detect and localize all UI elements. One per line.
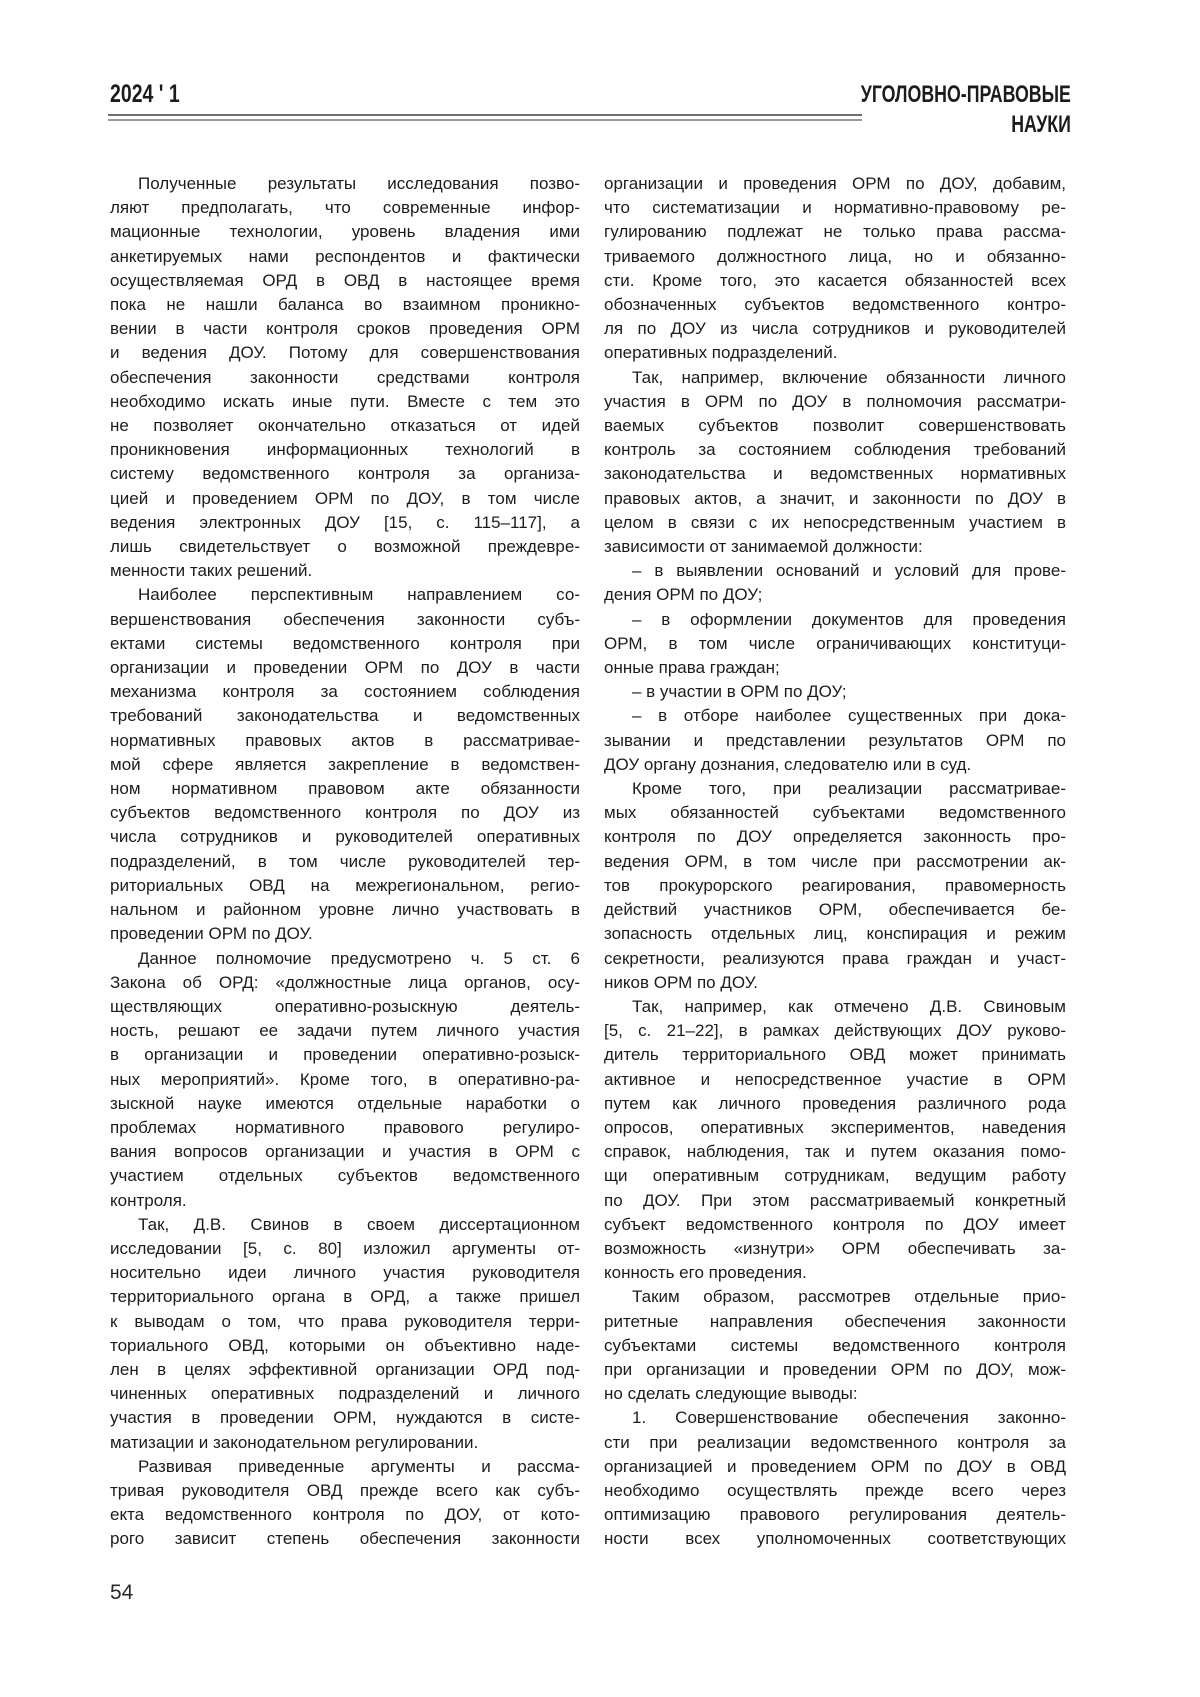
text-line: правовых актов, а значит, и законности по ДОУ в <box>604 488 1066 508</box>
text-line: Так, Д.В. Свинов в своем диссертационном <box>138 1214 580 1234</box>
text-line: что систематизации и нормативно-правовому ре- <box>604 198 1066 218</box>
text-line: дитель территориального ОВД может принимать <box>604 1045 1066 1065</box>
text-line: требований законодательства и ведомственных <box>110 706 580 726</box>
text-line: законодательства и ведомственных нормативных <box>604 464 1066 484</box>
text-line: в организации и проведении оперативно-розыск- <box>110 1045 580 1065</box>
running-head-section <box>861 80 1071 140</box>
text-line: пока не нашли баланса во взаимном проникно- <box>110 295 580 315</box>
text-line: субъект ведомственного контроля по ДОУ имеет <box>604 1214 1066 1234</box>
text-line: территориального органа в ОРД, а также пришел <box>110 1287 580 1307</box>
text-line: проблемах нормативного правового регулиро- <box>110 1117 580 1137</box>
text-line: участия в проведении ОРМ, нуждаются в систе- <box>110 1408 580 1428</box>
text-line: целом в связи с их непосредственным участием в <box>604 512 1066 532</box>
text-line: зыскной науке имеются отдельные наработки о <box>110 1093 580 1113</box>
article-body <box>110 172 1066 1552</box>
text-line: ных мероприятий». Кроме того, в оперативно-ра- <box>110 1069 580 1089</box>
text-line: исследовании [5, с. 80] изложил аргументы от- <box>110 1238 580 1258</box>
text-line: лишь свидетельствует о возможной преждевре- <box>110 537 580 557</box>
text-line: 1. Совершенствование обеспечения законно- <box>632 1408 1066 1428</box>
text-line: зависимости от занимаемой должности: <box>604 537 923 557</box>
text-line: гулированию подлежат не только права рассма- <box>604 222 1066 242</box>
text-line: вершенствования обеспечения законности субъ- <box>110 609 580 629</box>
text-line: необходимо осуществлять прежде всего через <box>604 1480 1066 1500</box>
paragraph <box>604 559 1066 607</box>
text-line: секретности, реализуются права граждан и участ- <box>604 948 1066 968</box>
text-line: Полученные результаты исследования позво- <box>138 174 580 193</box>
text-line: тривая руководителя ОВД прежде всего как субъ- <box>110 1480 580 1500</box>
paragraph <box>604 680 1066 704</box>
text-line: оперативных подразделений. <box>604 343 838 363</box>
text-line: вении в части контроля сроков проведения ОРМ <box>110 319 580 339</box>
text-line: мационные технологии, уровень владения ими <box>110 222 580 242</box>
paragraph <box>604 1406 1066 1551</box>
text-line: тов прокурорского реагирования, правомерность <box>604 875 1066 895</box>
text-line: и ведения ДОУ. Потому для совершенствования <box>110 343 580 363</box>
paragraph <box>604 366 1066 560</box>
article-column-left <box>110 172 580 1552</box>
text-line: ников ОРМ по ДОУ. <box>604 972 758 992</box>
text-line: конность его проведения. <box>604 1263 807 1283</box>
text-line: цией и проведением ОРМ по ДОУ, в том числе <box>110 488 580 508</box>
text-line: организацией и проведением ОРМ по ДОУ в ОВД <box>604 1456 1066 1476</box>
page-number: 54 <box>110 1581 134 1604</box>
text-line: Развивая приведенные аргументы и рассма- <box>138 1456 580 1476</box>
text-line: мой сфере является закрепление в ведомствен- <box>110 754 580 774</box>
text-line: – в оформлении документов для проведения <box>632 609 1066 629</box>
text-line: ДОУ органу дознания, следователю или в суд. <box>604 754 972 774</box>
text-line: [5, с. 21–22], в рамках действующих ДОУ руково- <box>604 1021 1066 1041</box>
text-line: ля по ДОУ из числа сотрудников и руководителей <box>604 319 1066 339</box>
text-line: ваемых субъектов позволит совершенствовать <box>604 416 1066 436</box>
text-line: необходимо искать иные пути. Вместе с тем это <box>110 391 580 411</box>
text-line: матизации и законодательном регулировании. <box>110 1432 479 1452</box>
text-line: контроль за состоянием соблюдения требований <box>604 440 1066 460</box>
section-title-line2: НАУКИ <box>1011 111 1071 138</box>
running-head-issue: 2024 ' 1 <box>110 80 180 108</box>
text-line: вания вопросов организации и участия в ОРМ с <box>110 1142 580 1162</box>
text-line: риториальных ОВД на межрегиональном, регио- <box>110 875 580 895</box>
text-line: участием отдельных субъектов ведомственного <box>110 1166 580 1186</box>
section-title-line1: УГОЛОВНО-ПРАВОВЫЕ <box>860 81 1071 108</box>
text-line: Закона об ОРД: «должностные лица органов, осу- <box>110 972 580 992</box>
paragraph <box>110 583 580 946</box>
text-line: – в отборе наиболее существенных при дока- <box>632 706 1066 726</box>
text-line: оптимизацию правового регулирования деятель- <box>604 1505 1066 1525</box>
text-line: рого зависит степень обеспечения законности <box>110 1529 580 1549</box>
paragraph <box>604 608 1066 681</box>
text-line: опросов, оперативных экспериментов, наведения <box>604 1117 1066 1137</box>
text-line: обозначенных субъектов ведомственного контро- <box>604 295 1066 315</box>
text-line: менности таких решений. <box>110 561 313 581</box>
text-line: справок, наблюдения, так и путем оказания помо- <box>604 1142 1066 1162</box>
text-line: организации и проведении ОРМ по ДОУ в части <box>110 658 580 678</box>
text-line: екта ведомственного контроля по ДОУ, от кото- <box>110 1505 580 1525</box>
text-line: – в участии в ОРМ по ДОУ; <box>632 682 847 702</box>
article-column-right <box>604 172 1066 1552</box>
paragraph <box>110 1213 580 1455</box>
text-line: к выводам о том, что права руководителя терри- <box>110 1311 580 1331</box>
text-line: дения ОРМ по ДОУ; <box>604 585 763 605</box>
text-line: щи оперативным сотрудникам, ведущим работу <box>604 1166 1066 1186</box>
text-line: ритетные направления обеспечения законности <box>604 1311 1066 1331</box>
text-line: чиненных оперативных подразделений и личного <box>110 1384 580 1404</box>
paragraph <box>110 172 580 583</box>
text-line: ности всех уполномоченных соответствующих <box>604 1529 1066 1549</box>
running-head-rule <box>108 114 862 121</box>
text-line: путем как личного проведения различного рода <box>604 1093 1066 1113</box>
text-line: ществляющих оперативно-розыскную деятель- <box>110 996 580 1016</box>
text-line: лен в целях эффективной организации ОРД под- <box>110 1359 580 1379</box>
paragraph <box>604 995 1066 1285</box>
text-line: ляют предполагать, что современные инфор- <box>110 198 580 218</box>
text-line: анкетируемых нами респондентов и фактически <box>110 246 580 266</box>
text-line: проникновения информационных технологий в <box>110 440 580 460</box>
paragraph <box>604 172 1066 366</box>
text-line: при организации и проведении ОРМ по ДОУ, мож- <box>604 1359 1066 1379</box>
text-line: ториального ОВД, которыми он объективно наде- <box>110 1335 580 1355</box>
text-line: мых обязанностей субъектами ведомственного <box>604 803 1066 823</box>
text-line: организации и проведения ОРМ по ДОУ, добавим, <box>604 174 1066 193</box>
text-line: систему ведомственного контроля за организа- <box>110 464 580 484</box>
text-line: активное и непосредственное участие в ОРМ <box>604 1069 1066 1089</box>
text-line: контроля. <box>110 1190 187 1210</box>
text-line: Кроме того, при реализации рассматривае- <box>632 779 1066 799</box>
text-line: субъектами системы ведомственного контроля <box>604 1335 1066 1355</box>
text-line: осуществляемая ОРД в ОВД в настоящее время <box>110 270 580 290</box>
text-line: но сделать следующие выводы: <box>604 1384 858 1404</box>
text-line: участия в ОРМ по ДОУ в полномочия рассматри- <box>604 391 1066 411</box>
text-line: ном нормативном правовом акте обязанности <box>110 779 580 799</box>
text-line: подразделений, в том числе руководителей тер- <box>110 851 580 871</box>
text-line: механизма контроля за состоянием соблюдения <box>110 682 580 702</box>
text-line: Наиболее перспективным направлением со- <box>138 585 580 605</box>
text-line: носительно идеи личного участия руководителя <box>110 1263 580 1283</box>
text-line: ность, решают ее задачи путем личного участия <box>110 1021 580 1041</box>
text-line: триваемого должностного лица, но и обязанно- <box>604 246 1066 266</box>
text-line: Данное полномочие предусмотрено ч. 5 ст. 6 <box>138 948 580 968</box>
text-line: нормативных правовых актов в рассматривае- <box>110 730 580 750</box>
text-line: не позволяет окончательно отказаться от идей <box>110 416 580 436</box>
text-line: ОРМ, в том числе ограничивающих конституци- <box>604 633 1066 653</box>
text-line: ведения электронных ДОУ [15, с. 115–117], а <box>110 512 580 532</box>
text-line: Таким образом, рассмотрев отдельные прио- <box>632 1287 1066 1307</box>
text-line: числа сотрудников и руководителей оперативных <box>110 827 580 847</box>
text-line: зывании и представлении результатов ОРМ по <box>604 730 1066 750</box>
text-line: ектами системы ведомственного контроля при <box>110 633 580 653</box>
text-line: Так, например, как отмечено Д.В. Свиновым <box>632 996 1066 1016</box>
paragraph <box>604 704 1066 777</box>
text-line: по ДОУ. При этом рассматриваемый конкретный <box>604 1190 1066 1210</box>
text-line: ведения ОРМ, в том числе при рассмотрении ак- <box>604 851 1066 871</box>
text-line: обеспечения законности средствами контроля <box>110 367 580 387</box>
text-line: контроля по ДОУ определяется законность про- <box>604 827 1066 847</box>
text-line: субъектов ведомственного контроля по ДОУ из <box>110 803 580 823</box>
text-line: возможность «изнутри» ОРМ обеспечивать за- <box>604 1238 1066 1258</box>
paragraph <box>604 777 1066 995</box>
text-line: проведении ОРМ по ДОУ. <box>110 924 313 944</box>
text-line: сти при реализации ведомственного контроля за <box>604 1432 1066 1452</box>
text-line: сти. Кроме того, это касается обязанностей всех <box>604 270 1066 290</box>
text-line: действий участников ОРМ, обеспечивается бе- <box>604 900 1066 920</box>
text-line: – в выявлении оснований и условий для прове- <box>632 561 1066 581</box>
paragraph <box>110 947 580 1213</box>
text-line: онные права граждан; <box>604 658 780 678</box>
paragraph <box>110 1455 580 1552</box>
paragraph <box>604 1285 1066 1406</box>
text-line: Так, например, включение обязанности личного <box>632 367 1066 387</box>
text-line: зопасность отдельных лиц, конспирация и режим <box>604 924 1066 944</box>
text-line: нальном и районном уровне лично участвовать в <box>110 900 580 920</box>
